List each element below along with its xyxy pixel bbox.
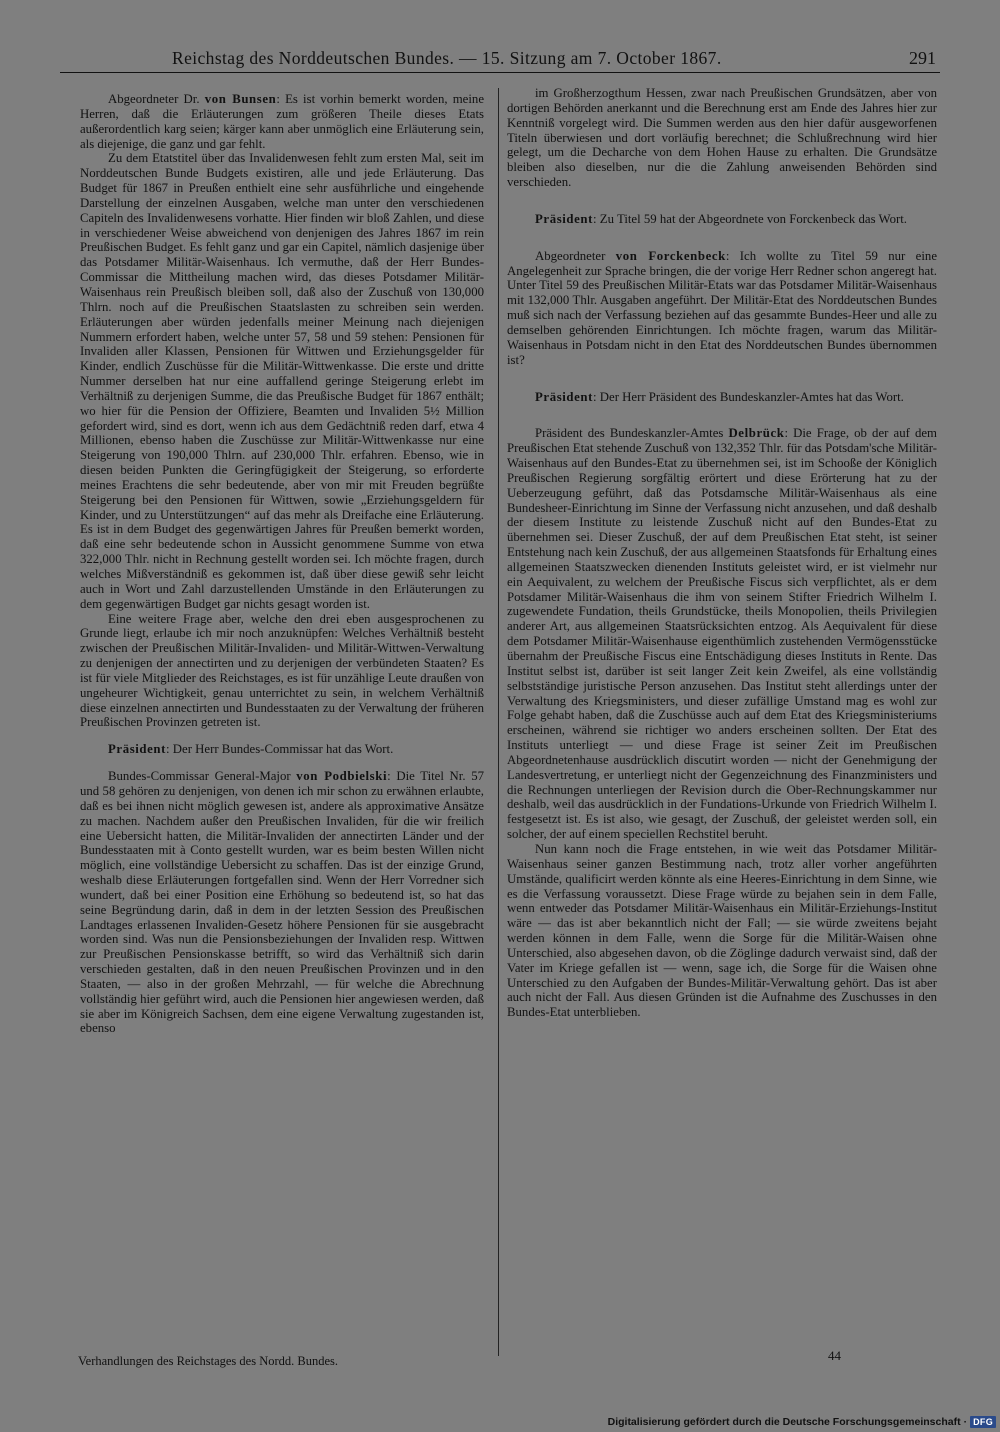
speaker-name: von Forckenbeck [615, 248, 726, 263]
speaker-name: Präsident [108, 742, 167, 757]
paragraph-text: : Es ist vorhin bemerkt worden, meine Herren, daß die Erläuterungen zum größeren Theile dieses Etats außerordentlich karg seien; kärger kann aber unmöglich eine Erläuterung sein, als diejenige, die ganz und gar fehlt. [80, 92, 484, 151]
paragraph-text: : Zu Titel 59 hat der Abgeordnete von Forckenbeck das Wort. [593, 211, 907, 226]
right-column [507, 86, 937, 1020]
president-remark [507, 212, 937, 227]
left-column [80, 86, 484, 1036]
text-paragraph [507, 86, 937, 190]
digitization-credit [608, 1414, 996, 1430]
speaker-title: Abgeordneter Dr. [108, 92, 205, 106]
speech-paragraph [80, 769, 484, 1036]
signature-mark: 44 [828, 1348, 841, 1363]
speech-paragraph [507, 249, 937, 368]
page-number: 291 [909, 48, 936, 68]
speech-paragraph [80, 92, 484, 151]
paragraph-text: : Der Herr Präsident des Bundeskanzler-Amtes hat das Wort. [593, 389, 904, 404]
text-paragraph [80, 151, 484, 611]
speaker-name: Präsident [535, 389, 594, 404]
paragraph-text: Eine weitere Frage aber, welche den drei eben ausgesprochenen zu Grunde liegt, erlaube ich mir noch anzuknüpfen: Welches Verhältniß besteht zwischen der Preußischen Militär-Invaliden- und Militär-Wittwen-Verwaltung zu denjenigen der annectirten und zu derjenigen der verbündeten Staaten? Es ist für viele Mitglieder des Reichstages, es ist für unzählige Leute draußen von ungeheurer Wichtigkeit, genau unterrichtet zu sein, in welchem Verhältniß diese einzelnen annectirten und Bundesstaaten zu der Verwaltung der früheren Preußischen Provinzen getreten ist. [80, 611, 484, 730]
header-title: Reichstag des Norddeutschen Bundes. — 15. Sitzung am 7. October 1867. [172, 48, 722, 68]
president-remark [80, 742, 484, 757]
speaker-name: von Podbielski [296, 769, 388, 784]
text-paragraph [80, 612, 484, 731]
paragraph-text: : Der Herr Bundes-Commissar hat das Wort. [166, 742, 394, 757]
text-paragraph [507, 842, 937, 1020]
credit-text: Digitalisierung gefördert durch die Deutsche Forschungsgemeinschaft [607, 1416, 961, 1428]
dfg-logo-icon: DFG [970, 1416, 996, 1428]
running-header [60, 46, 940, 73]
speech-paragraph [507, 426, 937, 842]
paragraph-text: : Ich wollte zu Titel 59 nur eine Angelegenheit zur Sprache bringen, die der vorige Herr Redner schon angeregt hat. Unter Titel 59 des Preußischen Militär-Etats war das Potsdamer Militär-Waisenhaus mit 132,000 Thlr. Ausgaben angeführt. Der Militär-Etat des Norddeutschen Bundes muß sich nach der Verfassung beziehen auf das gesammte Bundes-Heer und alle zu demselben gehörenden Einrichtungen. Ich möchte fragen, warum das Militär-Waisenhaus in Potsdam nicht in den Etat des Norddeutschen Bundes übernommen ist? [507, 248, 937, 367]
speaker-name: von Bunsen [204, 92, 277, 106]
paragraph-text: Zu dem Etatstitel über das Invalidenwesen fehlt zum ersten Mal, seit im Norddeutschen Bunde Budgets existiren, alle und jede Erläuterung. Das Budget für 1867 in Preußen enthielt eine sehr ausführliche und eingehende Darstellung der einzelnen Ausgaben, welche man unter den verschiedenen Capiteln des Invalidenwesens vorhatte. Hier finden wir bloß Zahlen, und diese in verschiedener Weise abweichend von denjenigen des Jahres 1867 im rein Preußischen Budget. Es fehlt ganz und gar ein Capitel, nämlich dasjenige über das Potsdamer Militär-Waisenhaus. Ich vermuthe, daß der Herr Bundes-Commissar die Mittheilung machen wird, das dieses Potsdamer Militär-Waisenhaus rein Preußisch bleiben soll, daß also der Zuschuß von 130,000 Thlrn. noch auf die Preußischen Staatslasten zu schreiben sein werden. Erläuterungen aber würden jedenfalls meiner Meinung nach diejenigen Nummern erfordert haben, welche unter 57, 58 und 59 stehen: Pensionen für Invaliden aller Klassen, Pensionen für Wittwen und Erziehungsgelder für Kinder, endlich Zuschüsse für die Militär-Wittwenkasse. Die erste und dritte Nummer derselben hat nur eine auffallend geringe Steigerung erlebt im Verhältniß zu derjenigen Summe, die das Preußische Budget für 1867 enthält; wo hier für die Pension der Offiziere, Beamten und Invaliden 5½ Million gefordert wird, sind es dort, wenn ich aus dem Gedächtniß reden darf, etwa 4 Millionen, ebenso haben die Zuschüsse zur Militär-Wittwenkasse nur eine Steigerung von 190,000 Thlrn. auf 230,000 Thlr. erfahren. Ebenso, wie in diesen beiden Punkten die Geringfügigkeit der Steigerung, so erforderte meines Erachtens die sehr bedeutende, aber von mir mit Freuden begrüßte Steigerung bei den Pensionen für Wittwen, sowie „Erziehungsgeldern für Kinder, und zu Unterstützungen“ auf das mehr als Dreifache eine Erläuterung. Es ist in dem Budget des gegenwärtigen Jahres für Preußen bemerkt worden, daß eine sehr bedeutende schon in Aussicht genommene Summe von etwa 322,000 Thlr. nicht in Rechnung gestellt worden sei. Ich möchte fragen, durch welches Mißverständniß es gekommen ist, daß über diese gewiß sehr leicht auch in Wort und Zahl darzustellenden Umstände in den Erläuterungen zu dem gegenwärtigen Budget gar nichts gesagt worden ist. [80, 151, 484, 611]
credit-separator: · [963, 1416, 968, 1428]
speaker-title: Bundes-Commissar General-Major [108, 769, 297, 784]
footer-publication: Verhandlungen des Reichstages des Nordd. Bundes. [78, 1354, 339, 1368]
column-divider [498, 88, 499, 1356]
paragraph-text: Nun kann noch die Frage entstehen, in wie weit das Potsdamer Militär-Waisenhaus seiner ganzen Bestimmung nach, trotz aller vorher angeführten Umstände, qualificirt werden könnte als eine Heeres-Einrichtung in dem Sinne, wie es die Verfassung voraussetzt. Diese Frage würde zu bejahen sein in dem Falle, wenn entweder das Potsdamer Militär-Waisenhaus ein Militär-Erziehungs-Institut wäre — das ist aber bekanntlich nicht der Fall; — sie würde zweitens bejaht werden können in dem Falle, wenn die Sorge für die Militär-Waisen ohne Unterschied, also abgesehen davon, ob die Zöglinge dadurch verwaist sind, daß der Vater im Kriege gefallen ist — wenn, sage ich, die Sorge für die Waisen ohne Unterschied zu den Aufgaben der Bundes-Militär-Verwaltung gehört. Das ist aber auch nicht der Fall. Aus diesen Gründen ist die Aufnahme des Zuschusses in den Bundes-Etat unterblieben. [507, 841, 937, 1020]
paragraph-text: : Die Titel Nr. 57 und 58 gehören zu denjenigen, von denen ich mir schon zu erwähnen erlaubte, daß es bei ihnen nicht möglich gewesen ist, andere als approximative Ansätze zu machen. Nachdem außer den Preußischen Invaliden, für die wir freilich eine Uebersicht hatten, die Militär-Invaliden der annectirten Länder und der Bundesstaaten mit à Conto gestellt wurden, war es beim besten Willen nicht möglich, eine vollständige Uebersicht zu schaffen. Das ist der einzige Grund, weshalb diese Erläuterungen fortgefallen sind. Wenn der Herr Vorredner sich wundert, daß bei einer Position eine Erhöhung so bedeutend ist, so hat das seine Begründung darin, daß in dem in der letzten Session des Preußischen Landtages erlassenen Invaliden-Gesetz höhere Pensionen für sie ausgebracht worden sind. Was nun die Pensionsbeziehungen der Invaliden resp. Wittwen zur Preußischen Pensionskasse betrifft, so wird das Verhältniß sich darin verschieden gestalten, daß in den neuen Preußischen Provinzen und in den Staaten, — also in der großen Mehrzahl, — für welche die Abrechnung vollständig hier geführt wird, auch die Pensionen hier angewiesen werden, daß sie aber im Königreich Sachsen, dem eine eigene Verwaltung zugestanden ist, ebenso [80, 769, 484, 1036]
speaker-title: Präsident des Bundeskanzler-Amtes [535, 426, 729, 441]
speaker-name: Delbrück [728, 426, 785, 441]
speaker-name: Präsident [535, 211, 594, 226]
paragraph-text: : Die Frage, ob der auf dem Preußischen Etat stehende Zuschuß von 132,352 Thlr. für das Potsdam'sche Militär-Waisenhaus auf den Bundes-Etat zu übernehmen sei, ist im Schooße der Königlich Preußischen Regierung sorgfältig erörtert und diese Erörterung hat zu der Ueberzeugung geführt, daß das Potsdamsche Militär-Waisenhaus als eine Bundesheer-Einrichtung im Sinne der Verfassung nicht anzusehen, und daß deshalb der diesem Institute zu leistende Zuschuß nicht auf den Bundes-Etat zu übernehmen sei. Dieser Zuschuß, der auf dem Preußischen Etat steht, ist seiner Entstehung nach kein Zuschuß, der aus allgemeinen Staatsfonds für Erhaltung eines allgemeinen Staatszwecken dienenden Instituts geleistet wird, er ist vielmehr nur ein Aequivalent, zu welchem der Preußische Fiscus sich verpflichtet, als er dem Potsdamer Militär-Waisenhaus die ihm von seinem Stifter Friedrich Wilhelm I. zugewendete Fundation, theils Grundstücke, theils Monopolien, theils Privilegien anderer Art, aus allgemeinen Staatsrücksichten entzog. Als Aequivalent für diese dem Potsdamer Militär-Waisenhause eigenthümlich zustehenden Vermögensstücke übernahm der Preußische Fiscus eine Entschädigung dieses Instituts in Rente. Das Institut selbst ist, darüber ist seit langer Zeit kein Zweifel, als eine vollständig selbstständige juristische Person anzusehen. Das Institut steht allerdings unter der Verwaltung des Kriegsministers, und dieser zufällige Umstand mag es wohl zur Folge gehabt haben, daß die Zuschüsse auch auf dem Etat des Kriegsministeriums erscheinen, während sie richtiger wo anders erscheinen sollten. Der Etat des Instituts unterliegt — und diese Frage ist seiner Zeit im Preußischen Abgeordnetenhause ausdrücklich discutirt worden — nicht der Genehmigung der Landesvertretung, er unterliegt nicht der Gegenzeichnung des Finanzministers und die Rechnungen unterliegen der Revision durch die Ober-Rechnungskammer nur deshalb, weil das ausdrücklich in der Fundations-Urkunde von Friedrich Wilhelm I. festgesetzt ist. Es ist also, wie gesagt, der Zuschuß, der geleistet werden soll, ein solcher, der auf einem speciellen Rechstitel beruht. [507, 426, 937, 842]
paragraph-text: im Großherzogthum Hessen, zwar nach Preußischen Grundsätzen, aber von dortigen Behörden anerkannt und die Berechnung erst am Ende des Jahres hier zur Kenntniß vorgelegt wird. Die Summen werden aus den hier dafür ausgeworfenen Titeln überwiesen und dort vorläufig berechnet; die Schlußrechnung wird hier gelegt, um die Decharche von dem Hohen Hause zu erhalten. Die Grundsätze bleiben also dieselben, nur die die Zahlung anweisenden Behörden sind verschieden. [507, 86, 937, 190]
president-remark [507, 390, 937, 405]
speaker-title: Abgeordneter [535, 248, 616, 263]
